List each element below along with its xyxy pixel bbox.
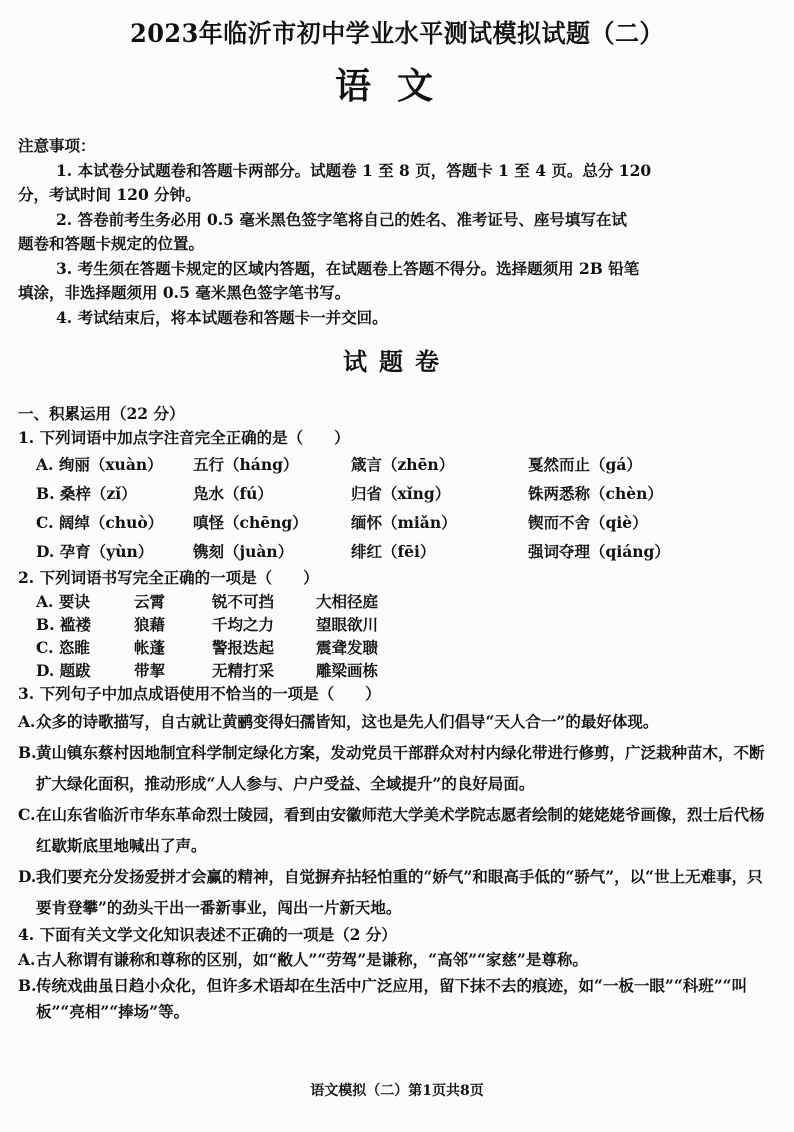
- option-cell: 凫水（fú）: [193, 484, 273, 503]
- option-paragraph: [18, 706, 778, 737]
- part-heading: 一、积累运用（22 分）: [18, 404, 185, 423]
- option-cell: B. 桑梓（zǐ）: [36, 484, 137, 503]
- option-label: A.: [18, 950, 36, 969]
- notice-section: [18, 134, 778, 330]
- option-cell: A. 要诀: [36, 592, 90, 611]
- option-cell: D. 孕育（yùn）: [36, 542, 154, 561]
- option-cell: 警报迭起: [212, 638, 275, 657]
- option-cell: 雕梁画栋: [316, 661, 379, 680]
- option-cell: 绯红（fēi）: [351, 542, 436, 561]
- option-cell: 嗔怪（chēng）: [193, 513, 308, 532]
- section-title: 试题卷: [343, 347, 451, 376]
- notice-line: 填涂，非选择题须用 0.5 毫米黑色签字笔书写。: [18, 283, 351, 302]
- option-paragraph: [18, 861, 778, 923]
- question-stem: 4. 下面有关文学文化知识表述不正确的一项是（2 分）: [18, 925, 397, 944]
- option-label: B.: [18, 743, 37, 762]
- option-cell: 带挈: [134, 661, 166, 680]
- option-cell: 缅怀（miǎn）: [351, 513, 457, 532]
- notice-line: 4. 考试结束后，将本试题卷和答题卡一并交回。: [56, 307, 388, 327]
- subject-title: 语文: [334, 65, 459, 107]
- option-cell: 五行（háng）: [193, 455, 299, 474]
- option-cell: 锐不可挡: [212, 592, 275, 611]
- question-stem: 3. 下列句子中加点成语使用不恰当的一项是（ ）: [18, 684, 381, 703]
- notice-line: 1. 本试卷分试题卷和答题卡两部分。试题卷 1 至 8 页，答题卡 1 至 4 页。总分 120: [56, 160, 652, 180]
- page-footer: 语文模拟（二）第1页共8页: [310, 1083, 484, 1099]
- option-cell: 铢两悉称（chèn）: [528, 484, 663, 503]
- option-cell: B. 褴褛: [36, 615, 91, 634]
- option-text: 古人称谓有谦称和尊称的区别，如“敝人”“劳驾”是谦称，“高邻”“家慈”是尊称。: [36, 950, 588, 969]
- notice-line: 2. 答卷前考生务必用 0.5 毫米黑色签字笔将自己的姓名、准考证号、座号填写在试: [56, 209, 627, 229]
- option-cell: A. 绚丽（xuàn）: [36, 455, 163, 474]
- option-paragraph: [18, 737, 778, 799]
- exam-title: 2023年临沂市初中学业水平测试模拟试题（二）: [130, 19, 664, 48]
- option-text: 众多的诗歌描写，自古就让黄鹂变得妇孺皆知，这也是先人们倡导“天人合一”的最好体现。: [36, 712, 659, 731]
- option-paragraph: [18, 799, 778, 861]
- option-cell: 狼藉: [134, 615, 166, 634]
- option-cell: 大相径庭: [316, 592, 379, 611]
- option-cell: 箴言（zhēn）: [351, 455, 455, 474]
- question-stem: 2. 下列词语书写完全正确的一项是（ ）: [18, 568, 319, 587]
- option-label: A.: [18, 712, 36, 731]
- option-label: D.: [18, 867, 37, 886]
- option-cell: 锲而不舍（qiè）: [528, 513, 648, 532]
- option-cell: 镌刻（juàn）: [193, 542, 294, 561]
- q2-options: [18, 590, 778, 682]
- option-cell: 归省（xǐng）: [351, 484, 451, 503]
- option-cell: 戛然而止（gá）: [528, 455, 642, 474]
- question-stem: 1. 下列词语中加点字注音完全正确的是（ ）: [18, 428, 350, 447]
- option-paragraph: [18, 947, 778, 973]
- questions-section: [18, 402, 778, 1025]
- option-cell: 震聋发聩: [316, 638, 379, 657]
- option-label: C.: [18, 805, 36, 824]
- option-cell: 云霄: [134, 592, 166, 611]
- notice-line: 分，考试时间 120 分钟。: [18, 185, 201, 204]
- option-cell: C. 恣睢: [36, 638, 90, 657]
- q1-options: [18, 450, 778, 566]
- option-text: 黄山镇东蔡村因地制宜科学制定绿化方案，发动党员干部群众对村内绿化带进行修剪，广泛栽种苗木，不断扩大绿化面积，推动形成“人人参与、户户受益、全域提升”的良好局面。: [36, 743, 765, 793]
- option-text: 在山东省临沂市华东革命烈士陵园，看到由安徽师范大学美术学院志愿者绘制的姥姥姥爷画像，烈士后代杨红歇斯底里地喊出了声。: [36, 805, 765, 855]
- option-paragraph: [18, 973, 778, 1025]
- option-cell: 望眼欲川: [316, 615, 379, 634]
- option-cell: 无精打采: [212, 661, 275, 680]
- option-cell: C. 阔绰（chuò）: [36, 513, 164, 532]
- option-cell: 千均之力: [212, 615, 275, 634]
- notice-line: 3. 考生须在答题卡规定的区域内答题，在试题卷上答题不得分。选择题须用 2B 铅笔: [56, 258, 640, 278]
- option-text: 我们要充分发扬爱拼才会赢的精神，自觉摒弃拈轻怕重的“娇气”和眼高手低的“骄气”，以“世上无难事，只要肯登攀”的劲头干出一番新事业，闯出一片新天地。: [36, 867, 763, 917]
- option-cell: D. 题跋: [36, 661, 91, 680]
- notice-line: 题卷和答题卡规定的位置。: [18, 234, 205, 253]
- notice-title: 注意事项：: [18, 136, 96, 155]
- option-text: 传统戏曲虽日趋小众化，但许多术语却在生活中广泛应用，留下抹不去的痕迹，如“一板一眼”“科班”“叫板”“亮相”“捧场”等。: [36, 976, 748, 1021]
- option-cell: 强词夺理（qiáng）: [528, 542, 670, 561]
- option-cell: 帐蓬: [134, 638, 166, 657]
- option-label: B.: [18, 976, 37, 995]
